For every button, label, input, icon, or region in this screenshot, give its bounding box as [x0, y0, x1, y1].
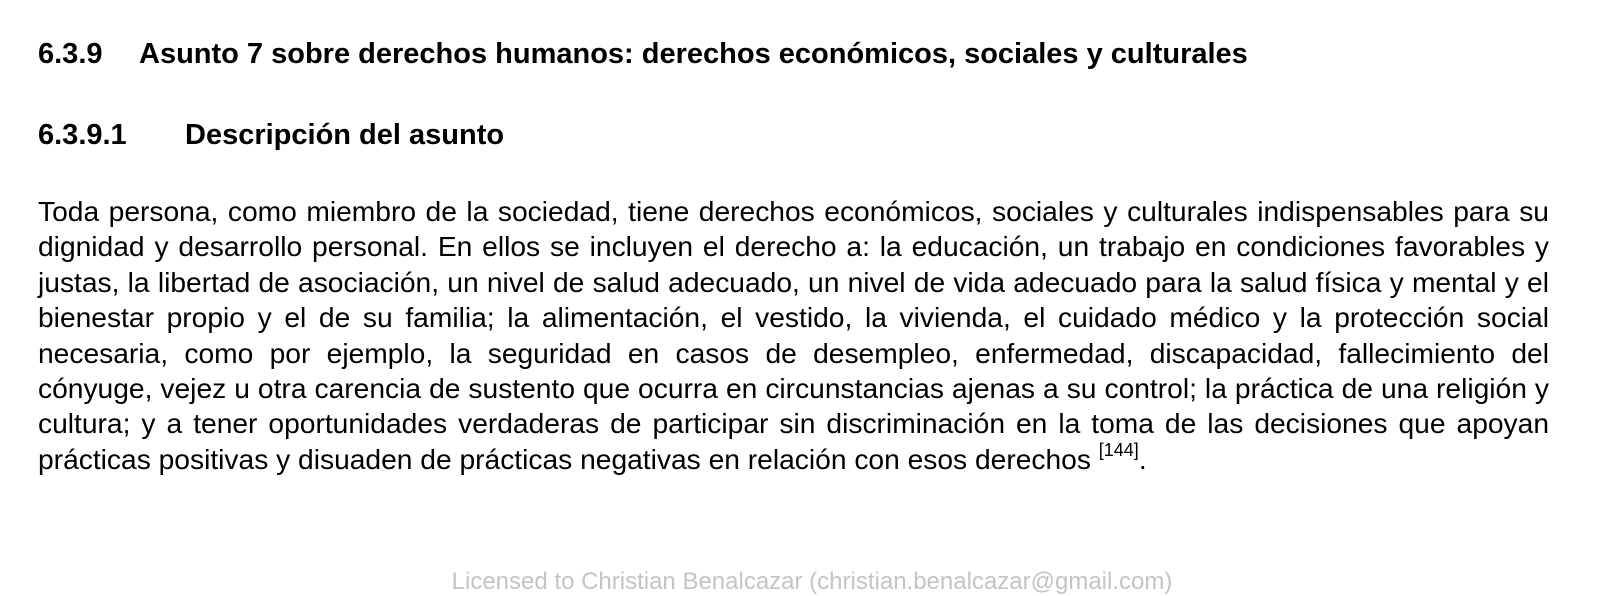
license-watermark: Licensed to Christian Benalcazar (christian.benalcazar@gmail.com) — [451, 568, 1173, 595]
subsection-number: 6.3.9.1 — [38, 119, 127, 151]
body-paragraph — [38, 194, 1549, 477]
body-text: Toda persona, como miembro de la sociedad, tiene derechos económicos, sociales y culturales indispensables para su dignidad y desarrollo personal. En ellos se incluyen el derecho a: la educación, un trabajo en condiciones favorables y justas, la libertad de asociación, un nivel de salud adecuado, un nivel de vida adecuado para la salud física y mental y el bienestar propio y el de su familia; la alimentación, el vestido, la vivienda, el cuidado médico y la protección social necesaria, como por ejemplo, la seguridad en casos de desempleo, enfermedad, discapacidad, fallecimiento del cónyuge, vejez u otra carencia de sustento que ocurra en circunstancias ajenas a su control; la práctica de una religión y cultura; y a tener oportunidades verdaderas de participar sin discriminación en la toma de las decisiones que apoyan prácticas positivas y disuaden de prácticas negativas en relación con esos derechos — [38, 195, 1549, 475]
subsection-title: Descripción del asunto — [185, 119, 505, 151]
section-heading — [38, 37, 1248, 71]
reference-marker[interactable]: [144] — [1098, 440, 1139, 461]
section-number: 6.3.9 — [38, 38, 103, 70]
end-punctuation: . — [1138, 442, 1147, 475]
subsection-heading — [38, 118, 504, 152]
section-title: Asunto 7 sobre derechos humanos: derechos económicos, sociales y culturales — [139, 38, 1248, 70]
